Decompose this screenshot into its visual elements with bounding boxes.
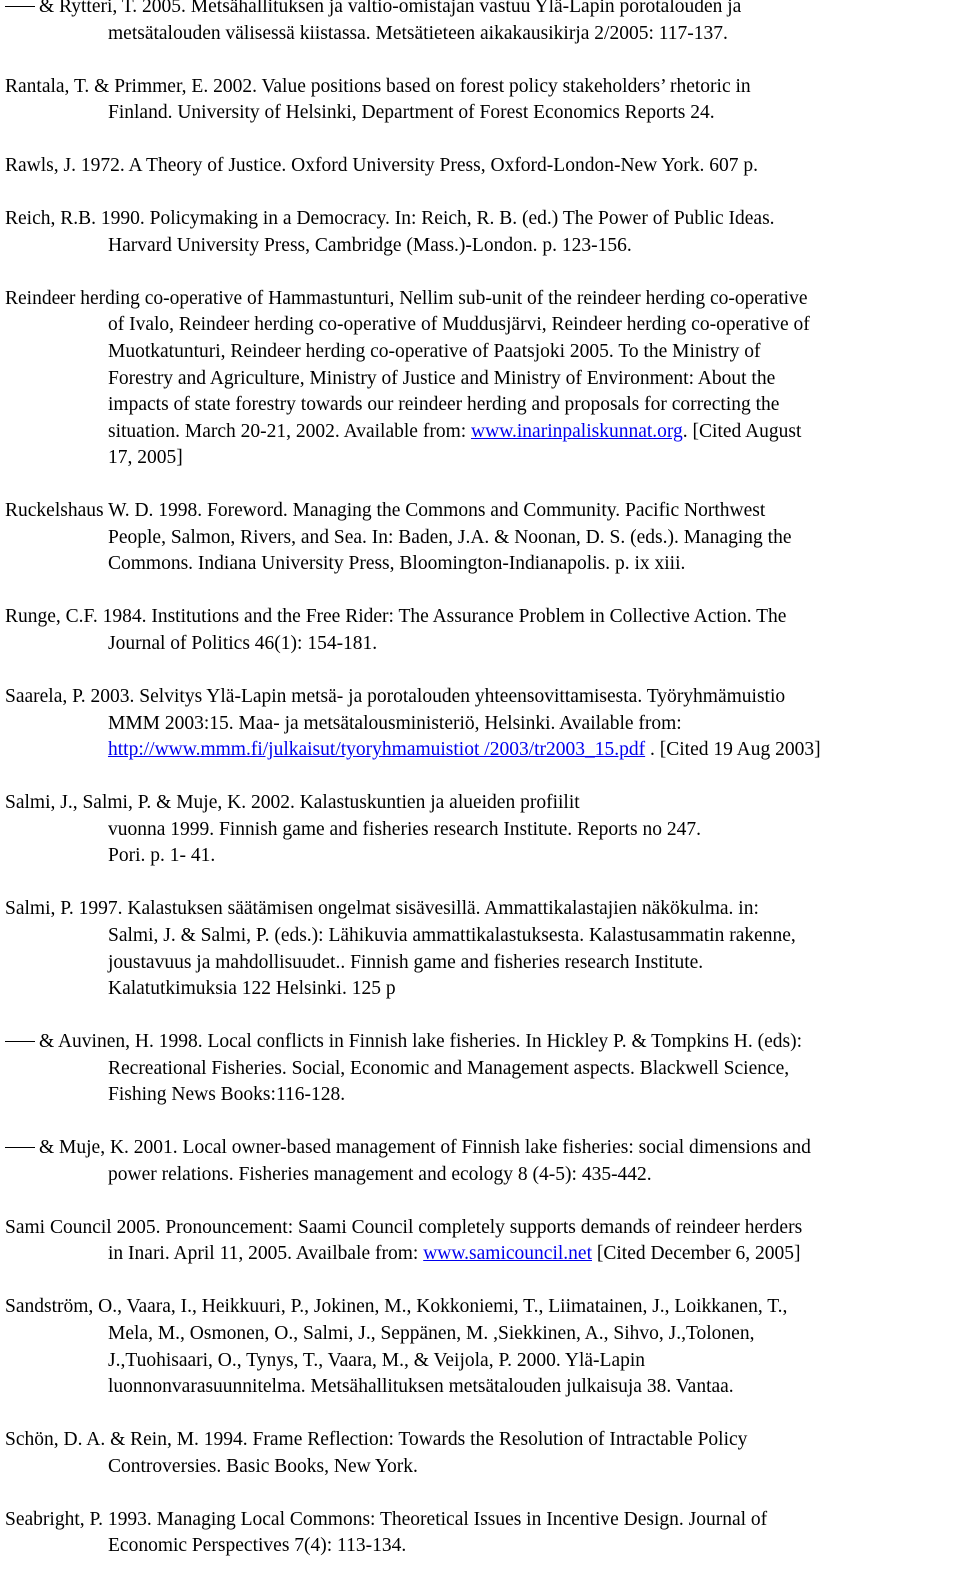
reference-entry: [5, 1427, 960, 1480]
reference-entry: [5, 1029, 960, 1109]
ditto-dash: [5, 1147, 35, 1148]
reference-line: J.,Tuohisaari, O., Tynys, T., Vaara, M., & Veijola, P. 2000. Ylä-Lapin: [108, 1349, 646, 1371]
reference-entry: [5, 74, 960, 127]
reference-line: Salmi, J. & Salmi, P. (eds.): Lähikuvia ammattikalastuksesta. Kalastusammatin rakenne,: [108, 924, 796, 946]
inarinpaliskunnat-link[interactable]: www.inarinpaliskunnat.org: [471, 420, 683, 442]
reference-line: & Auvinen, H. 1998. Local conflicts in Finnish lake fisheries. In Hickley P. & Tompkins H. (eds):: [5, 1029, 960, 1056]
reference-line: Finland. University of Helsinki, Department of Forest Economics Reports 24.: [108, 102, 715, 124]
reference-line: Runge, C.F. 1984. Institutions and the Free Rider: The Assurance Problem in Collective Action. The: [5, 606, 787, 628]
reference-entry: [5, 1215, 960, 1268]
reference-entry: [5, 0, 960, 47]
reference-line: & Rytteri, T. 2005. Metsähallituksen ja valtio-omistajan vastuu Ylä-Lapin porotalouden ja: [5, 0, 960, 21]
reference-line: Salmi, P. 1997. Kalastuksen säätämisen ongelmat sisävesillä. Ammattikalastajien näkökulma. in:: [5, 898, 759, 920]
reference-entry: [5, 1294, 960, 1400]
reference-line: Kalatutkimuksia 122 Helsinki. 125 p: [108, 978, 396, 1000]
reference-line: power relations. Fisheries management and ecology 8 (4-5): 435-442.: [108, 1163, 652, 1185]
reference-line: Economic Perspectives 7(4): 113-134.: [108, 1535, 407, 1557]
reference-entry: [5, 790, 960, 870]
reference-line: Mela, M., Osmonen, O., Salmi, J., Seppänen, M. ,Siekkinen, A., Sihvo, J.,Tolonen,: [108, 1323, 755, 1345]
reference-line: joustavuus ja mahdollisuudet.. Finnish game and fisheries research Institute.: [108, 951, 704, 973]
mmm-report-link[interactable]: http://www.mmm.fi/julkaisut/tyoryhmamuistiot /2003/tr2003_15.pdf: [108, 739, 646, 761]
reference-line: People, Salmon, Rivers, and Sea. In: Baden, J.A. & Noonan, D. S. (eds.). Managing the: [108, 526, 792, 548]
reference-entry: [5, 1135, 960, 1188]
reference-entry: [5, 153, 960, 180]
reference-line: Muotkatunturi, Reindeer herding co-operative of Paatsjoki 2005. To the Ministry of: [108, 340, 761, 362]
reference-line: Rantala, T. & Primmer, E. 2002. Value positions based on forest policy stakeholders’ rhetoric in: [5, 75, 751, 97]
reference-line: 17, 2005]: [108, 447, 183, 469]
reference-entry: [5, 1507, 960, 1560]
reference-line: Fishing News Books:116-128.: [108, 1084, 346, 1106]
reference-line: Controversies. Basic Books, New York.: [108, 1455, 418, 1477]
reference-line: metsätalouden välisessä kiistassa. Metsätieteen aikakausikirja 2/2005: 117-137.: [108, 22, 728, 44]
reference-line: impacts of state forestry towards our reindeer herding and proposals for correcting the: [108, 394, 780, 416]
reference-line: Reich, R.B. 1990. Policymaking in a Democracy. In: Reich, R. B. (ed.) The Power of Public Ideas.: [5, 208, 775, 230]
reference-line: Sandström, O., Vaara, I., Heikkuuri, P., Jokinen, M., Kokkoniemi, T., Liimatainen, J., Loikkanen, T.,: [5, 1296, 788, 1318]
reference-line: Seabright, P. 1993. Managing Local Commons: Theoretical Issues in Incentive Design. Journal of: [5, 1508, 768, 1530]
reference-line: vuonna 1999. Finnish game and fisheries research Institute. Reports no 247.: [108, 818, 702, 840]
samicouncil-link[interactable]: www.samicouncil.net: [423, 1243, 592, 1265]
reference-line: Sami Council 2005. Pronouncement: Saami Council completely supports demands of reindeer herders: [5, 1216, 803, 1238]
reference-line: http://www.mmm.fi/julkaisut/tyoryhmamuistiot /2003/tr2003_15.pdf . [Cited 19 Aug 2003]: [108, 739, 821, 761]
reference-entry: [5, 498, 960, 578]
reference-entry: [5, 896, 960, 1002]
reference-line: Commons. Indiana University Press, Bloomington-Indianapolis. p. ix xiii.: [108, 553, 686, 575]
reference-line: Saarela, P. 2003. Selvitys Ylä-Lapin metsä- ja porotalouden yhteensovittamisesta. Työryhmämuistio: [5, 686, 786, 708]
reference-line: in Inari. April 11, 2005. Availbale from: www.samicouncil.net [Cited December 6, 2005]: [108, 1243, 801, 1265]
reference-entry: [5, 684, 960, 764]
reference-line: situation. March 20-21, 2002. Available from: www.inarinpaliskunnat.org. [Cited August: [108, 420, 802, 442]
reference-line: Forestry and Agriculture, Ministry of Justice and Ministry of Environment: About the: [108, 367, 776, 389]
reference-entry: [5, 286, 960, 472]
reference-line: luonnonvarasuunnitelma. Metsähallituksen metsätalouden julkaisuja 38. Vantaa.: [108, 1376, 734, 1398]
reference-line: Salmi, J., Salmi, P. & Muje, K. 2002. Kalastuskuntien ja alueiden profiilit: [5, 792, 580, 814]
reference-line: Ruckelshaus W. D. 1998. Foreword. Managing the Commons and Community. Pacific Northwest: [5, 500, 766, 522]
reference-entry: [5, 206, 960, 259]
reference-line: Harvard University Press, Cambridge (Mass.)-London. p. 123-156.: [108, 234, 632, 256]
reference-line: Rawls, J. 1972. A Theory of Justice. Oxford University Press, Oxford-London-New York. 607 p.: [5, 155, 759, 177]
reference-line: Journal of Politics 46(1): 154-181.: [108, 633, 378, 655]
reference-line: Schön, D. A. & Rein, M. 1994. Frame Reflection: Towards the Resolution of Intractable Policy: [5, 1429, 748, 1451]
reference-line: Recreational Fisheries. Social, Economic and Management aspects. Blackwell Science,: [108, 1057, 790, 1079]
ditto-dash: [5, 1041, 35, 1042]
reference-line: Pori. p. 1- 41.: [108, 845, 216, 867]
reference-line: of Ivalo, Reindeer herding co-operative of Muddusjärvi, Reindeer herding co-operative of: [108, 314, 810, 336]
reference-line: Reindeer herding co-operative of Hammastunturi, Nellim sub-unit of the reindeer herding co-operative: [5, 287, 808, 309]
reference-line: MMM 2003:15. Maa- ja metsätalousministeriö, Helsinki. Available from:: [108, 712, 682, 734]
reference-list: [5, 0, 960, 1586]
ditto-dash: [5, 6, 35, 7]
reference-entry: [5, 604, 960, 657]
reference-line: & Muje, K. 2001. Local owner-based management of Finnish lake fisheries: social dimensions and: [5, 1135, 960, 1162]
